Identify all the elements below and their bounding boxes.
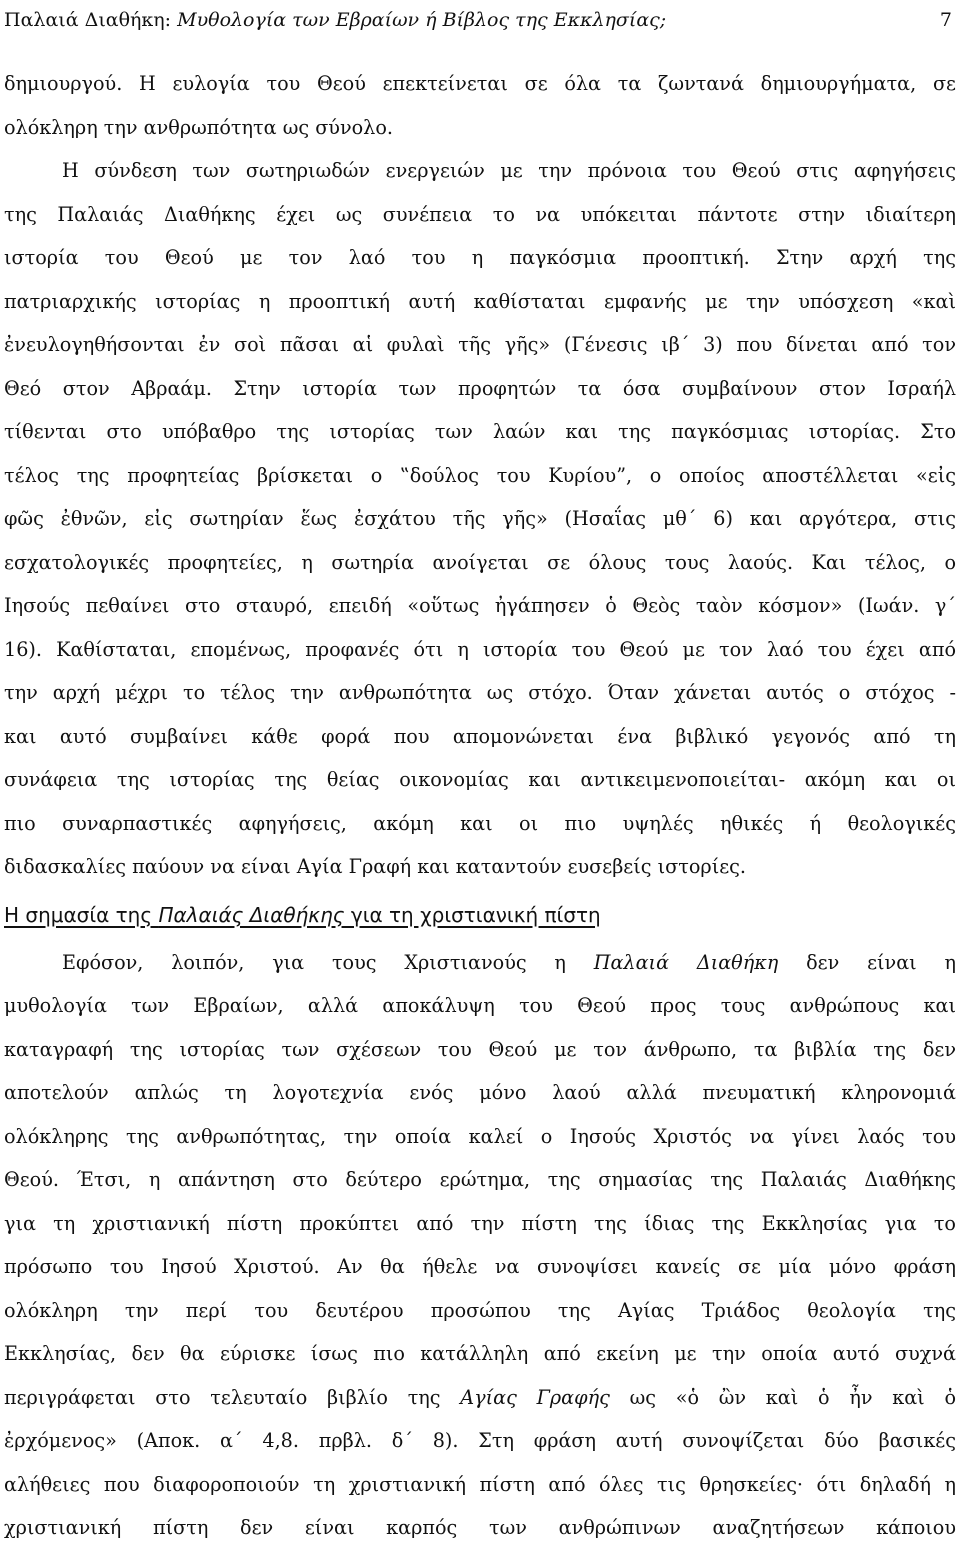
text-line: της Παλαιάς Διαθήκης έχει ως συνέπεια το να υπόκειται πάντοτε στην ιδιαίτερη (4, 202, 956, 226)
text-line: για τη χριστιανική πίστη προκύπτει από την πίστη της ίδιας της Εκκλησίας για το (4, 1211, 956, 1235)
text-line: διδασκαλίες παύουν να είναι Αγία Γραφή και καταντούν ευσεβείς ιστορίες. (4, 855, 746, 878)
text-line: ιστορία του Θεού με τον λαό του η παγκόσμια προοπτική. Στην αρχή της (4, 246, 956, 269)
text-segment: δεν είναι η (778, 950, 956, 974)
text-line: 16). Καθίσταται, επομένως, προφανές ότι η ιστορία του Θεού με τον λαό του έχει από (4, 637, 956, 661)
running-head-title-prefix: Παλαιά Διαθήκη: (4, 9, 178, 31)
text-line: πατριαρχικής ιστορίας η προοπτική αυτή καθίσταται εμφανής με την υπόσχεση «καὶ (4, 289, 956, 313)
text-segment: Εφόσον, λοιπόν, για τους Χριστιανούς η (62, 950, 594, 974)
text-line: τίθενται στο υπόβαθρο της ιστορίας των λαών και της παγκόσμιας ιστορίας. Στο (4, 420, 956, 443)
running-head-title-italic: Μυθολογία των Εβραίων ή Βίβλος της Εκκλησίας; (177, 9, 667, 31)
text-segment-italic: Αγίας Γραφής (460, 1385, 610, 1409)
text-line: ολόκληρης της ανθρωπότητας, την οποία καλεί ο Ιησούς Χριστός να γίνει λαός του (4, 1124, 956, 1148)
text-segment: περιγράφεται στο τελευταίο βιβλίο της (4, 1385, 461, 1409)
text-line: Θεού. Έτσι, η απάντηση στο δεύτερο ερώτημα, της σημασίας της Παλαιάς Διαθήκης (4, 1168, 956, 1191)
text-line: ἐνευλογηθήσονται ἐν σοὶ πᾶσαι αἱ φυλαὶ τῆς γῆς» (Γένεσις ιβ΄ 3) που δίνεται από τον (4, 333, 956, 356)
text-line: πιο συναρπαστικές αφηγήσεις, ακόμη και οι πιο υψηλές ηθικές ή θεολογικές (4, 811, 956, 835)
text-line: συνάφεια της ιστορίας της θείας οικονομίας και αντικειμενοποιείται- ακόμη και οι (4, 768, 956, 791)
text-line: εσχατολογικές προφητείες, η σωτηρία ανοίγεται σε όλους τους λαούς. Και τέλος, ο (4, 550, 956, 574)
text-line: Εκκλησίας, δεν θα εύρισκε ίσως πιο κατάλληλη από εκείνη με την οποία αυτό συχνά (4, 1342, 956, 1365)
running-head (4, 2, 952, 38)
text-line: αλήθειες που διαφοροποιούν τη χριστιανική πίστη από όλες τις θρησκείες· ότι δηλαδή η (4, 1472, 956, 1496)
text-line: δημιουργού. Η ευλογία του Θεού επεκτείνεται σε όλα τα ζωντανά δημιουργήματα, σε (4, 72, 956, 95)
text-segment-italic: Παλαιά Διαθήκη (593, 950, 779, 974)
text-line: ολόκληρη την περί του δευτέρου προσώπου της Αγίας Τριάδος θεολογία της (4, 1298, 956, 1322)
text-line: πρόσωπο του Ιησού Χριστού. Αν θα ήθελε να συνοψίσει κανείς σε μία μόνο φράση (4, 1255, 956, 1278)
text-line: ολόκληρη την ανθρωπότητα ως σύνολο. (4, 115, 393, 139)
page-number: 7 (939, 9, 952, 31)
text-line (4, 941, 956, 985)
running-head-title (4, 2, 666, 38)
text-line: φῶς ἐθνῶν, εἰς σωτηρίαν ἕως ἐσχάτου τῆς γῆς» (Ησαΐας μθ΄ 6) και αργότερα, στις (4, 507, 956, 530)
text-line: χριστιανική πίστη δεν είναι καρπός των ανθρώπινων αναζητήσεων κάποιου (4, 1516, 956, 1539)
text-line: Η σύνδεση των σωτηριωδών ενεργειών με την πρόνοια του Θεού στις αφηγήσεις (62, 159, 956, 182)
text-line: και αυτό συμβαίνει κάθε φορά που απομονώνεται ένα βιβλικό γεγονός από τη (4, 724, 956, 748)
section-heading-italic: Παλαιάς Διαθήκης (158, 902, 345, 927)
paragraph-1 (4, 62, 956, 149)
text-line: καταγραφή της ιστορίας των σχέσεων του Θεού με τον άνθρωπο, τα βιβλία της δεν (4, 1037, 956, 1061)
text-line: αποτελούν απλώς τη λογοτεχνία ενός μόνο λαού αλλά πνευματική κληρονομιά (4, 1081, 956, 1104)
text-segment: ως «ὁ ὢν καὶ ὁ ἦν καὶ ὁ (609, 1385, 956, 1409)
text-line: Θεό στον Αβραάμ. Στην ιστορία των προφητών τα όσα συμβαίνουν στον Ισραήλ (4, 376, 956, 400)
body-text (4, 62, 956, 1550)
paragraph-2 (4, 149, 956, 889)
section-heading-before: Η σημασία της (4, 902, 159, 927)
text-line: τέλος της προφητείας βρίσκεται ο ‟δούλος του Κυρίου”, ο οποίος αποστέλλεται «εἰς (4, 463, 956, 487)
section-heading (4, 889, 956, 941)
text-line: Ιησούς πεθαίνει στο σταυρό, επειδή «οὕτως ἠγάπησεν ὁ Θεὸς ταὸν κόσμον» (Ιωάν. γ΄ (4, 594, 956, 617)
text-line: ἐρχόμενος» (Αποκ. α΄ 4,8. πρβλ. δ΄ 8). Στη φράση αυτή συνοψίζεται δύο βασικές (4, 1429, 956, 1452)
section-heading-after: για τη χριστιανική πίστη (344, 902, 601, 927)
text-line (4, 1376, 956, 1420)
text-line: την αρχή μέχρι το τέλος την ανθρωπότητα ως στόχο. Όταν χάνεται αυτός ο στόχος - (4, 681, 956, 704)
paragraph-3 (4, 941, 956, 1550)
text-line: μυθολογία των Εβραίων, αλλά αποκάλυψη του Θεού προς τους ανθρώπους και (4, 994, 956, 1017)
